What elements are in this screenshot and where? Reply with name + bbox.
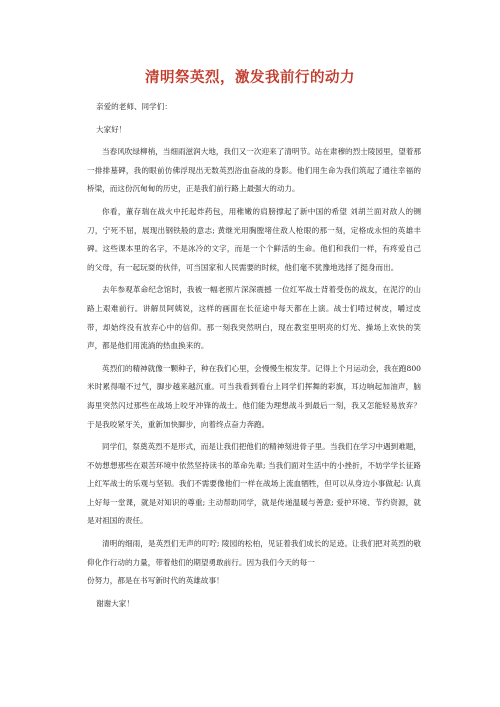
body-paragraph: 当春风吹绿柳梢，当细雨滋润大地，我们又一次迎来了清明节。站在肃穆的烈士陵园里，望着那一排排墓碑，我的眼前仿佛浮现出无数英烈浴血奋战的身影。他们用生命为我们筑起了通往幸福的桥梁，而这份沉甸甸的历史，正是我们前行路上最强大的动力。 (87, 147, 421, 194)
document-body (87, 98, 421, 613)
body-paragraph: 英烈们的精神就像一颗种子，种在我们心里，会慢慢生根发芽。记得上个月运动会，我在跑800米时累得喘不过气，脚步越来越沉重。可当我看到看台上同学们挥舞的彩旗，耳边响起加油声，脑海里突然闪过那些在战场上咬牙冲锋的战士。他们能为理想战斗到最后一刻，我又怎能轻易放弃？于是我咬紧牙关，重新加快脚步，向着终点奋力奔跑。 (87, 363, 421, 429)
document-title: 清明祭英烈，激发我前行的动力 (145, 70, 355, 86)
body-paragraph: 清明的细雨，是英烈们无声的叮咛; 陵园的松柏，见证着我们成长的足迹。让我们把对英烈的敬仰化作行动的力量，带着他们的期望勇敢前行。因为我们今天的每一 (87, 539, 421, 567)
body-paragraph: 去年参观革命纪念馆时，我被一幅老照片深深震撼 一位红军战士背着受伤的战友，在泥泞的山路上艰难前行。讲解员阿姨说，这样的画面在长征途中每天都在上演。战士们啃过树皮，嚼过皮带，却始终没有放弃心中的信仰。那一刻我突然明白，现在教室里明亮的灯光、操场上欢快的笑声，都是他们用流淌的热血换来的。 (87, 285, 421, 351)
greeting: 大家好！ (96, 124, 127, 134)
body-paragraph: 你看，董存瑞在战火中托起炸药包，用稚嫩的肩膀撑起了新中国的希望 刘胡兰面对敌人的铡刀，宁死不屈，展现出钢铁般的意志; 黄继光用胸膛堵住敌人枪眼的那一刻，定格成永恒的英雄丰碑。这些课本里的名字，不是冰冷的文字，而是一个个鲜活的生命。他们和我们一样，有疼爱自己的父母，有一起玩耍的伙伴，可当国家和人民需要的时候，他们毫不犹豫地选择了挺身而出。 (87, 206, 421, 272)
body-paragraph: 同学们，祭奠英烈不是形式，而是让我们把他们的精神刻进骨子里。当我们在学习中遇到难题，不妨想想那些在艰苦环境中依然坚持读书的革命先辈; 当我们面对生活中的小挫折，不妨学学长征路上红军战士的乐观与坚韧。我们不需要像他们一样在战场上流血牺牲，但可以从身边小事做起: 认真上好每一堂课，就是对知识的尊重; 主动帮助同学，就是传递温暖与善意; 爱护环境、节约资源，就是对祖国的责任。 (87, 442, 421, 526)
salutation: 亲爱的老师、同学们： (96, 102, 172, 111)
body-paragraph-continuation: 份努力，都是在书写新时代的英雄故事！ (87, 576, 224, 586)
closing: 谢谢大家！ (96, 598, 134, 608)
